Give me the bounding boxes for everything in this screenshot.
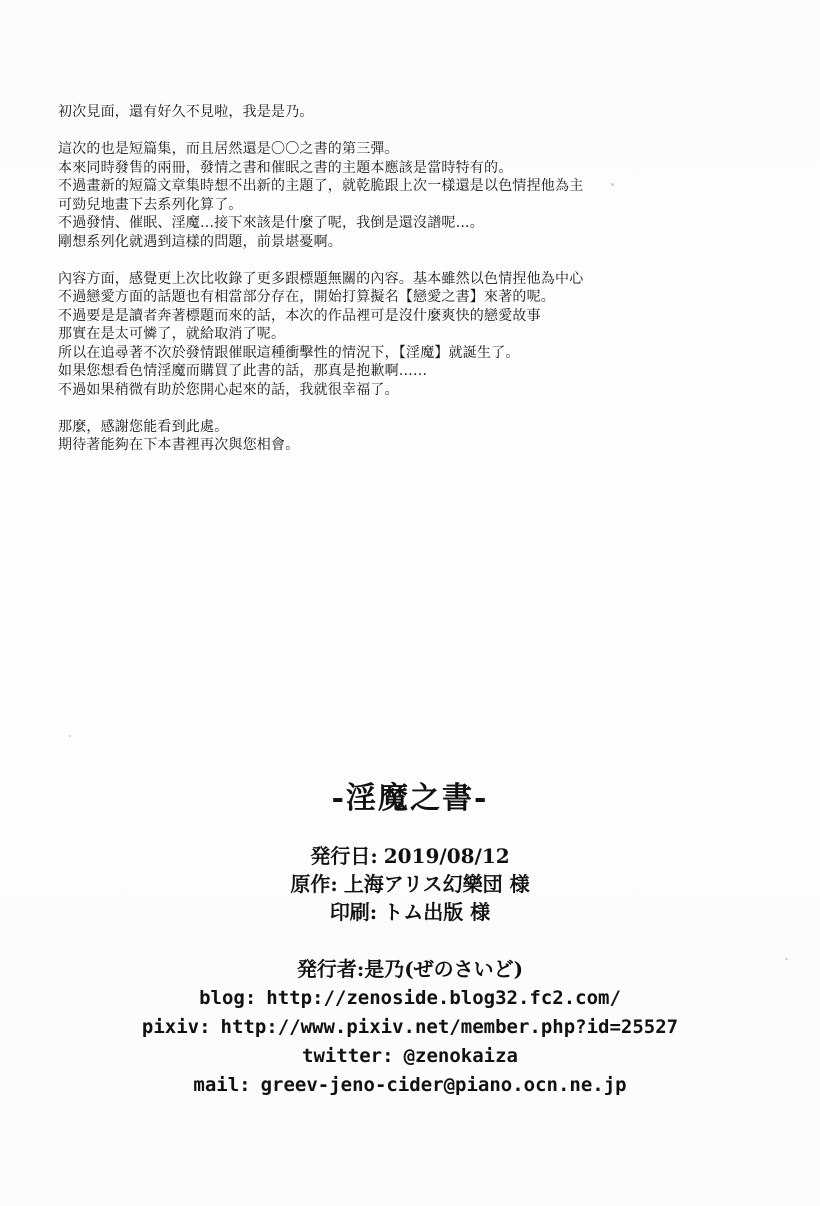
issue-date-label: 発行日: (310, 844, 378, 868)
afterword-paragraph-series (58, 140, 758, 251)
printer-line (0, 898, 820, 926)
mail-label: mail: (193, 1074, 251, 1096)
twitter-label: twitter: (302, 1045, 394, 1067)
afterword-line: 不過畫新的短篇文章集時想不出新的主題了，就乾脆跟上次一樣還是以色情捏他為主 (58, 178, 584, 194)
afterword-line: 不過如果稍微有助於您開心起來的話，我就很幸福了。 (58, 381, 399, 398)
colophon-publisher-info (0, 955, 820, 1100)
pixiv-url: http://www.pixiv.net/member.php?id=25527 (220, 1016, 679, 1038)
twitter-handle: @zenokaiza (403, 1045, 518, 1067)
pixiv-label: pixiv: (141, 1016, 211, 1038)
blog-url: http://zenoside.blog32.fc2.com/ (266, 987, 621, 1009)
publisher-value: 是乃(ぜのさいど) (364, 957, 524, 981)
afterword-text (58, 103, 758, 473)
original-work-value: 上海アリス幻樂団 様 (343, 872, 530, 896)
colophon-publication-info (0, 842, 820, 926)
afterword-line: 那實在是太可憐了，就給取消了呢。 (58, 326, 286, 342)
afterword-line: 那麼，感謝您能看到此處。 (58, 418, 229, 435)
afterword-line: 初次見面，還有好久不見啦，我是是乃。 (58, 104, 314, 120)
original-work-label: 原作: (290, 872, 338, 896)
printer-value: トム出版 様 (383, 900, 491, 924)
printer-label: 印刷: (329, 900, 378, 924)
mail-address: greev-jeno-cider@piano.ocn.ne.jp (260, 1074, 627, 1096)
mail-line (0, 1071, 820, 1100)
afterword-line: 不過發情、催眠、淫魔…接下來該是什麼了呢，我倒是還沒譜呢…。 (58, 215, 484, 231)
pixiv-line (0, 1013, 820, 1042)
book-title: -淫魔之書- (331, 781, 489, 816)
issue-date-line (0, 842, 820, 870)
afterword-line: 內容方面，感覺更上次比收錄了更多跟標題無關的內容。基本雖然以色情捏他為中心 (58, 270, 584, 287)
afterword-line: 本來同時發售的兩冊，發情之書和催眠之書的主題本應該是當時特有的。 (58, 159, 513, 176)
afterword-paragraph-greeting (58, 103, 758, 122)
afterword-line: 如果您想看色情淫魔而購買了此書的話，那真是抱歉啊…… (58, 363, 428, 379)
afterword-paragraph-content (58, 270, 758, 400)
afterword-line: 不過戀愛方面的話題也有相當部分存在，開始打算擬名【戀愛之書】來著的呢。 (58, 289, 555, 305)
afterword-paragraph-closing (58, 418, 758, 455)
afterword-line: 剛想系列化就遇到這樣的問題，前景堪憂啊。 (58, 233, 342, 250)
publisher-label: 発行者: (296, 957, 365, 981)
afterword-line: 可勁兒地畫下去系列化算了。 (58, 196, 243, 213)
blog-label: blog: (199, 987, 257, 1009)
publisher-line (0, 955, 820, 984)
blog-line (0, 984, 820, 1013)
afterword-line: 不過要是是讀者奔著標題而來的話，本次的作品裡可是沒什麼爽快的戀愛故事 (58, 307, 541, 324)
issue-date-value: 2019/08/12 (383, 844, 510, 868)
afterword-line: 所以在追尋著不次於發情跟催眠這種衝擊性的情況下，【淫魔】就誕生了。 (58, 344, 520, 361)
original-work-line (0, 870, 820, 898)
twitter-line (0, 1042, 820, 1071)
afterword-line: 這次的也是短篇集，而且居然還是〇〇之書的第三彈。 (58, 141, 399, 157)
afterword-line: 期待著能夠在下本書裡再次與您相會。 (58, 437, 300, 453)
paper-speck (69, 735, 71, 737)
